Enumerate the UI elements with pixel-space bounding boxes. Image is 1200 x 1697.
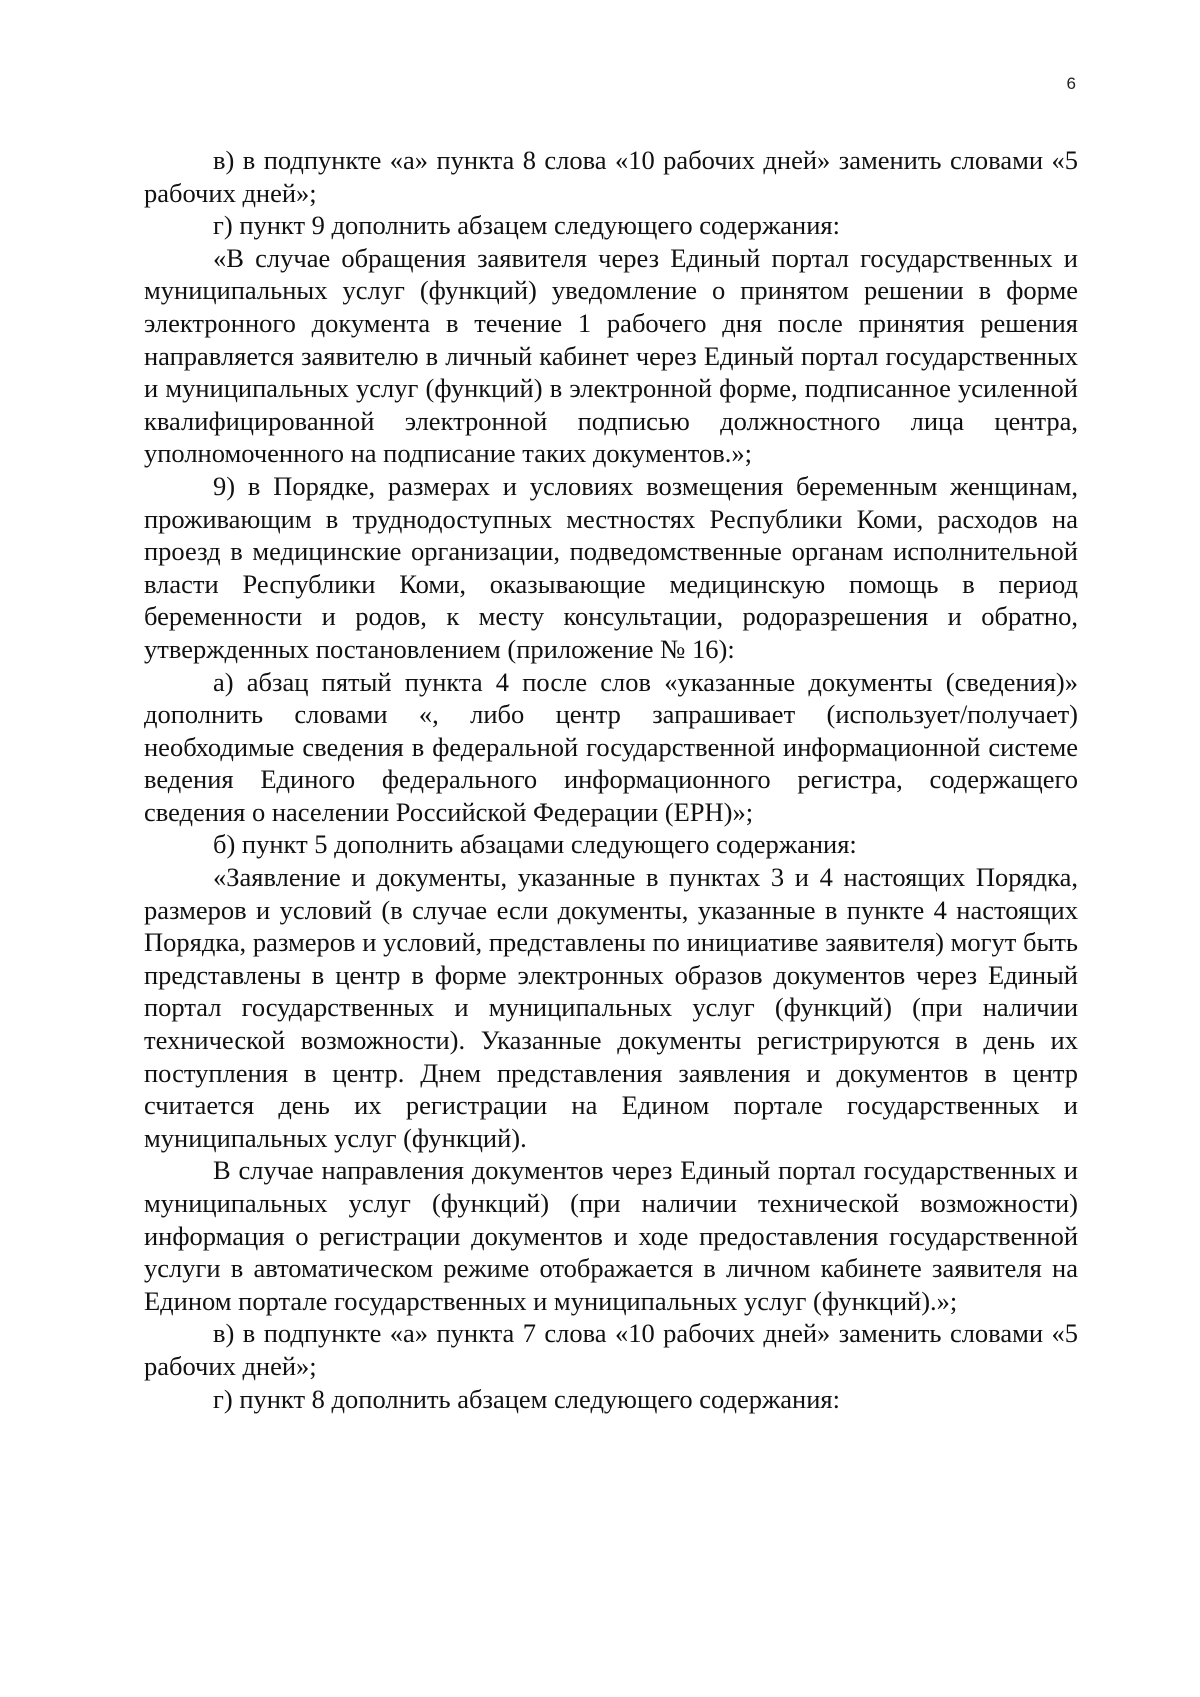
paragraph-g-item-8: г) пункт 8 дополнить абзацем следующего содержания:: [213, 1383, 840, 1414]
page-number: 6: [1066, 74, 1076, 93]
paragraph-v-subitem-8: в) в подпункте «а» пункта 8 слова «10 рабочих дней» заменить словами «5 рабочих дней»;: [144, 145, 1078, 208]
paragraph-b-item-5: б) пункт 5 дополнить абзацами следующего содержания:: [213, 829, 857, 860]
document-body: [144, 144, 1078, 1415]
paragraph-item-9-order: 9) в Порядке, размерах и условиях возмещения беременным женщинам, проживающим в труднодоступных местностях Республики Коми, расходов на проезд в медицинские организации, подведомственные органам исполнительной власти Республики Коми, оказывающие медицинскую помощь в период беременности и родов, к месту консультации, родоразрешения и обратно, утвержденных постановлением (приложение № 16):: [144, 470, 1078, 664]
paragraph-v-subitem-7: в) в подпункте «а» пункта 7 слова «10 рабочих дней» заменить словами «5 рабочих дней»;: [144, 1318, 1078, 1381]
paragraph-quote-notification: «В случае обращения заявителя через Единый портал государственных и муниципальных услуг (функций) уведомление о принятом решении в форме электронного документа в течение 1 рабочего дня после принятия решения направляется заявителю в личный кабинет через Единый портал государственных и муниципальных услуг (функций) в электронной форме, подписанное усиленной квалифицированной электронной подписью должностного лица центра, уполномоченного на подписание таких документов.»;: [144, 242, 1078, 469]
paragraph-case-direction: В случае направления документов через Единый портал государственных и муниципальных услуг (функций) (при наличии технической возможности) информация о регистрации документов и ходе предоставления государственной услуги в автоматическом режиме отображается в личном кабинете заявителя на Едином портале государственных и муниципальных услуг (функций).»;: [144, 1155, 1078, 1316]
paragraph-quote-application: «Заявление и документы, указанные в пунктах 3 и 4 настоящих Порядка, размеров и условий (в случае если документы, указанные в пункте 4 настоящих Порядка, размеров и условий, представлены по инициативе заявителя) могут быть представлены в центр в форме электронных образов документов через Единый портал государственных и муниципальных услуг (функций) (при наличии технической возможности). Указанные документы регистрируются в день их поступления в центр. Днем представления заявления и документов в центр считается день их регистрации на Едином портале государственных и муниципальных услуг (функций).: [144, 862, 1078, 1153]
paragraph-a-item-4: а) абзац пятый пункта 4 после слов «указанные документы (сведения)» дополнить словами «, либо центр запрашивает (использует/получает) необходимые сведения в федеральной государственной информационной системе ведения Единого федерального информационного регистра, содержащего сведения о населении Российской Федерации (ЕРН)»;: [144, 666, 1078, 827]
paragraph-g-item-9: г) пункт 9 дополнить абзацем следующего содержания:: [213, 210, 840, 241]
